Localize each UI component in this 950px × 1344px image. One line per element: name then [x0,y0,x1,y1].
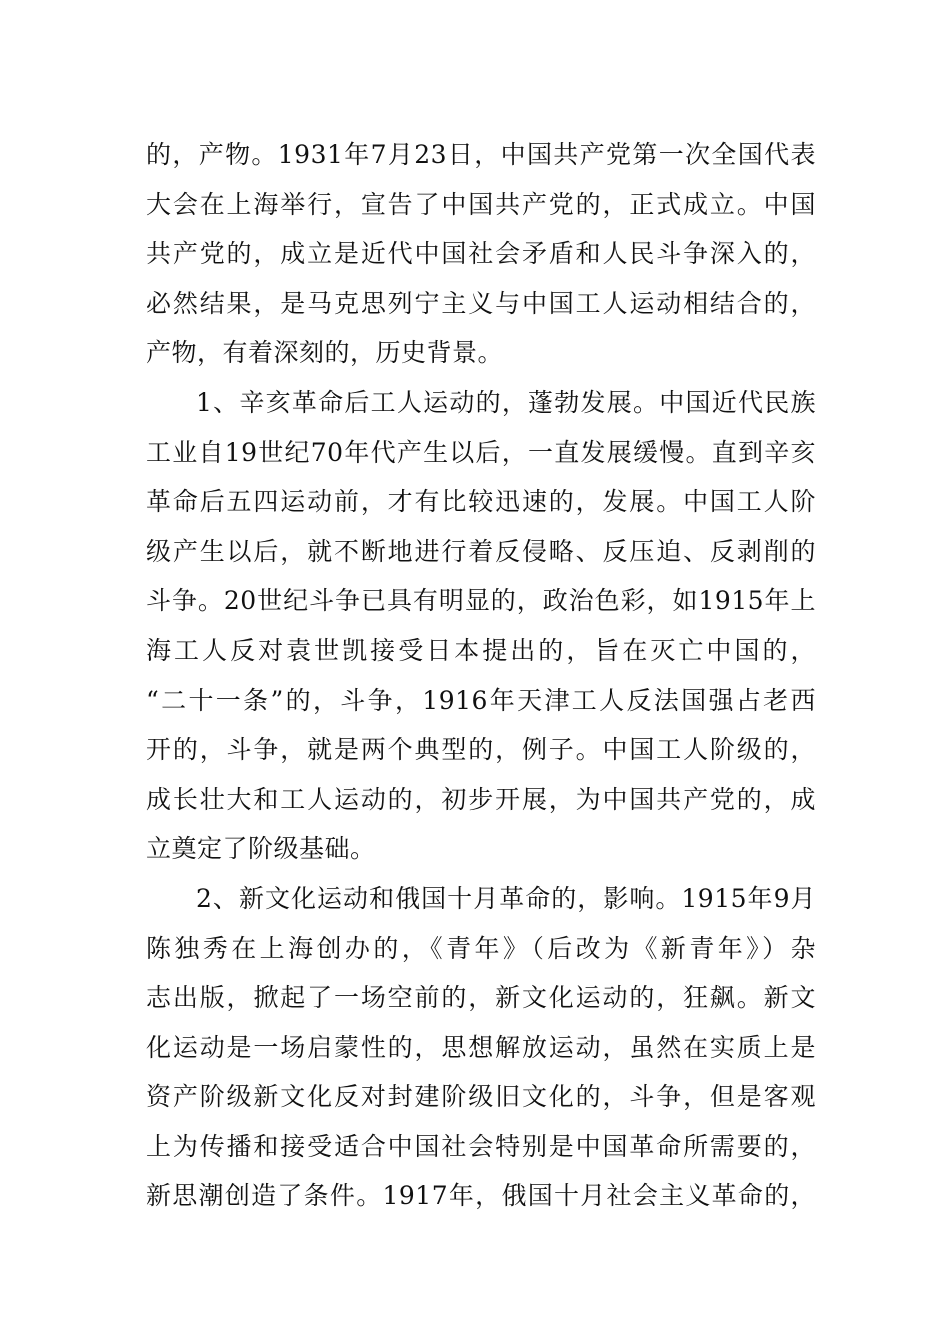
text-line: 立奠定了阶级基础。 [146,834,376,864]
text-line: 志出版，掀起了一场空前的，新文化运动的，狂飙。新文 [146,983,816,1013]
body-text [146,130,816,1221]
text-line: 的，产物。1931年7月23日，中国共产党第一次全国代表 [146,140,816,169]
text-line: 产物，有着深刻的，历史背景。 [146,338,504,368]
text-line: 开的，斗争，就是两个典型的，例子。中国工人阶级的， [146,735,816,765]
text-line: 必然结果，是马克思列宁主义与中国工人运动相结合的， [146,288,816,318]
text-line: 海工人反对袁世凯接受日本提出的，旨在灭亡中国的， [146,635,816,665]
text-line: 共产党的，成立是近代中国社会矛盾和人民斗争深入的， [146,239,816,269]
text-line: 革命后五四运动前，才有比较迅速的，发展。中国工人阶 [146,487,816,517]
text-line: “二十一条”的，斗争，1916年天津工人反法国强占老西 [146,685,816,715]
text-line: 大会在上海举行，宣告了中国共产党的，正式成立。中国 [146,189,816,219]
text-line: 工业自19世纪70年代产生以后，一直发展缓慢。直到辛亥 [146,437,816,467]
text-line-indented: 2、新文化运动和俄国十月革命的，影响。1915年9月 [196,883,816,913]
text-line: 成长壮大和工人运动的，初步开展，为中国共产党的，成 [146,784,816,814]
text-line: 上为传播和接受适合中国社会特别是中国革命所需要的， [146,1131,816,1161]
text-line: 陈独秀在上海创办的，《青年》（后改为《新青年》）杂 [146,933,816,963]
text-line: 新思潮创造了条件。1917年，俄国十月社会主义革命的， [146,1181,816,1211]
text-line: 资产阶级新文化反对封建阶级旧文化的，斗争，但是客观 [146,1082,816,1112]
text-line-indented: 1、辛亥革命后工人运动的，蓬勃发展。中国近代民族 [196,387,816,417]
text-line: 斗争。20世纪斗争已具有明显的，政治色彩，如1915年上 [146,586,816,616]
text-line: 化运动是一场启蒙性的，思想解放运动，虽然在实质上是 [146,1032,816,1062]
text-line: 级产生以后，就不断地进行着反侵略、反压迫、反剥削的 [146,536,816,566]
